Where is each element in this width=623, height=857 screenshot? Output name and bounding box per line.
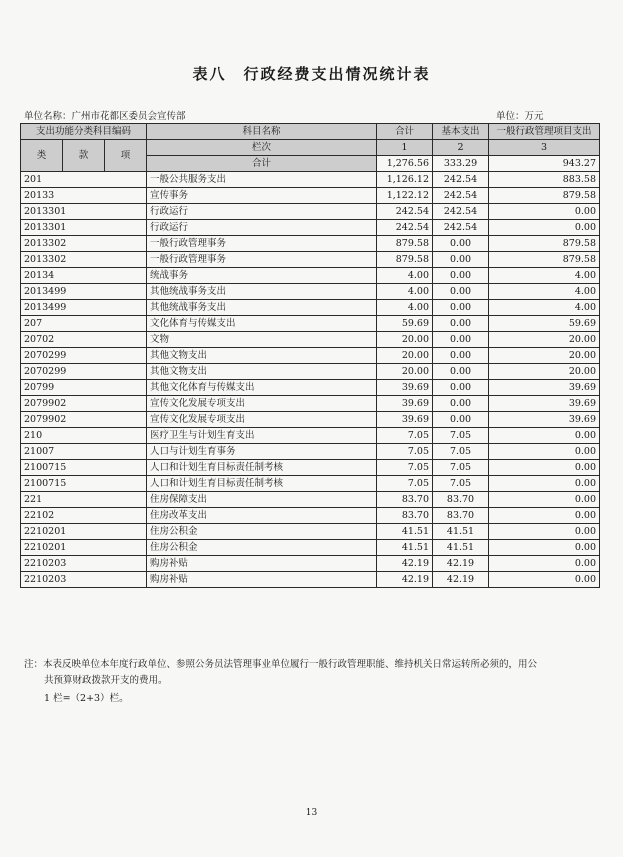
cell-code: 2079902 xyxy=(21,396,147,412)
unit-label: 单位：万元 xyxy=(496,111,544,122)
cell-code: 2079902 xyxy=(21,412,147,428)
cell-code: 221 xyxy=(21,492,147,508)
table-row xyxy=(21,332,600,348)
table-row xyxy=(21,316,600,332)
cell-code: 2013301 xyxy=(21,204,147,220)
cell-total: 7.05 xyxy=(377,428,433,444)
header-general: 一般行政管理项目支出 xyxy=(489,124,600,140)
cell-subject: 住房保障支出 xyxy=(147,492,377,508)
cell-general: 0.00 xyxy=(489,460,600,476)
cell-general: 20.00 xyxy=(489,332,600,348)
cell-basic: 41.51 xyxy=(433,540,489,556)
cell-subject: 人口和计划生育目标责任制考核 xyxy=(147,476,377,492)
cell-basic: 7.05 xyxy=(433,476,489,492)
cell-total: 4.00 xyxy=(377,300,433,316)
table-row xyxy=(21,364,600,380)
cell-total: 41.51 xyxy=(377,524,433,540)
header-col1: 1 xyxy=(377,140,433,156)
cell-general: 20.00 xyxy=(489,364,600,380)
cell-total: 20.00 xyxy=(377,348,433,364)
cell-code: 20133 xyxy=(21,188,147,204)
cell-subject: 行政运行 xyxy=(147,220,377,236)
cell-general: 0.00 xyxy=(489,204,600,220)
header-row-2 xyxy=(21,140,600,156)
cell-basic: 0.00 xyxy=(433,364,489,380)
cell-basic: 242.54 xyxy=(433,188,489,204)
cell-general: 4.00 xyxy=(489,268,600,284)
cell-code: 20134 xyxy=(21,268,147,284)
cell-general: 59.69 xyxy=(489,316,600,332)
table-row xyxy=(21,444,600,460)
cell-basic: 0.00 xyxy=(433,252,489,268)
header-total: 合计 xyxy=(377,124,433,140)
cell-general: 0.00 xyxy=(489,524,600,540)
cell-code: 2013302 xyxy=(21,252,147,268)
cell-basic: 83.70 xyxy=(433,508,489,524)
cell-total: 7.05 xyxy=(377,444,433,460)
cell-total: 42.19 xyxy=(377,572,433,588)
cell-subject: 住房公积金 xyxy=(147,540,377,556)
cell-total: 39.69 xyxy=(377,412,433,428)
cell-code: 2070299 xyxy=(21,364,147,380)
table-row xyxy=(21,220,600,236)
cell-basic: 0.00 xyxy=(433,316,489,332)
cell-general: 879.58 xyxy=(489,236,600,252)
cell-basic: 242.54 xyxy=(433,172,489,188)
cell-code: 2210203 xyxy=(21,556,147,572)
cell-code: 201 xyxy=(21,172,147,188)
cell-total: 41.51 xyxy=(377,540,433,556)
cell-total: 4.00 xyxy=(377,268,433,284)
cell-code: 2013302 xyxy=(21,236,147,252)
table-row xyxy=(21,508,600,524)
cell-general: 883.58 xyxy=(489,172,600,188)
table-row xyxy=(21,380,600,396)
cell-code: 2210201 xyxy=(21,524,147,540)
cell-code: 20799 xyxy=(21,380,147,396)
table-row xyxy=(21,204,600,220)
cell-total: 1,122.12 xyxy=(377,188,433,204)
table-row xyxy=(21,412,600,428)
header-row-1 xyxy=(21,124,600,140)
cell-total: 7.05 xyxy=(377,460,433,476)
header-kuan: 款 xyxy=(63,140,105,172)
cell-subject: 统战事务 xyxy=(147,268,377,284)
cell-general: 39.69 xyxy=(489,380,600,396)
cell-total: 20.00 xyxy=(377,332,433,348)
cell-basic: 0.00 xyxy=(433,332,489,348)
note-line-2: 共预算财政拨款开支的费用。 xyxy=(44,675,168,686)
cell-total: 83.70 xyxy=(377,508,433,524)
sum-basic: 333.29 xyxy=(433,156,489,172)
cell-subject: 其他统战事务支出 xyxy=(147,284,377,300)
header-col2: 2 xyxy=(433,140,489,156)
page-title: 表八 行政经费支出情况统计表 xyxy=(192,65,431,83)
cell-subject: 其他文物支出 xyxy=(147,364,377,380)
cell-code: 2013499 xyxy=(21,284,147,300)
cell-subject: 文化体育与传媒支出 xyxy=(147,316,377,332)
table-row xyxy=(21,540,600,556)
cell-total: 4.00 xyxy=(377,284,433,300)
cell-subject: 其他文物支出 xyxy=(147,348,377,364)
cell-subject: 宣传文化发展专项支出 xyxy=(147,412,377,428)
cell-general: 0.00 xyxy=(489,444,600,460)
table-row xyxy=(21,268,600,284)
table-row xyxy=(21,428,600,444)
cell-general: 0.00 xyxy=(489,492,600,508)
header-lei: 类 xyxy=(21,140,63,172)
cell-subject: 人口和计划生育目标责任制考核 xyxy=(147,460,377,476)
sum-label: 合计 xyxy=(147,156,377,172)
cell-code: 22102 xyxy=(21,508,147,524)
cell-general: 879.58 xyxy=(489,252,600,268)
cell-subject: 一般行政管理事务 xyxy=(147,236,377,252)
note-line-1: 注：本表反映单位本年度行政单位、参照公务员法管理事业单位履行一般行政管理职能、维持机关日常运转所必须的，用公 xyxy=(24,659,538,670)
table-row xyxy=(21,284,600,300)
cell-code: 207 xyxy=(21,316,147,332)
table-row xyxy=(21,236,600,252)
cell-total: 1,126.12 xyxy=(377,172,433,188)
cell-basic: 0.00 xyxy=(433,380,489,396)
cell-general: 0.00 xyxy=(489,508,600,524)
cell-basic: 42.19 xyxy=(433,556,489,572)
cell-basic: 0.00 xyxy=(433,268,489,284)
cell-basic: 41.51 xyxy=(433,524,489,540)
expenditure-table xyxy=(20,123,600,588)
header-subject: 科目名称 xyxy=(147,124,377,140)
cell-subject: 购房补贴 xyxy=(147,572,377,588)
cell-general: 0.00 xyxy=(489,572,600,588)
cell-basic: 83.70 xyxy=(433,492,489,508)
cell-code: 2013499 xyxy=(21,300,147,316)
table-row xyxy=(21,348,600,364)
cell-basic: 0.00 xyxy=(433,300,489,316)
header-lanci: 栏次 xyxy=(147,140,377,156)
table-row xyxy=(21,572,600,588)
cell-total: 879.58 xyxy=(377,236,433,252)
table-row xyxy=(21,460,600,476)
cell-code: 2210201 xyxy=(21,540,147,556)
cell-general: 39.69 xyxy=(489,412,600,428)
page-number: 13 xyxy=(305,808,318,818)
cell-total: 7.05 xyxy=(377,476,433,492)
header-xiang: 项 xyxy=(105,140,147,172)
cell-general: 0.00 xyxy=(489,476,600,492)
cell-basic: 42.19 xyxy=(433,572,489,588)
cell-general: 0.00 xyxy=(489,428,600,444)
cell-basic: 0.00 xyxy=(433,348,489,364)
cell-basic: 7.05 xyxy=(433,444,489,460)
cell-basic: 7.05 xyxy=(433,428,489,444)
cell-total: 242.54 xyxy=(377,204,433,220)
cell-subject: 人口与计划生育事务 xyxy=(147,444,377,460)
cell-subject: 一般行政管理事务 xyxy=(147,252,377,268)
cell-general: 0.00 xyxy=(489,220,600,236)
table-row xyxy=(21,476,600,492)
cell-code: 20702 xyxy=(21,332,147,348)
cell-general: 20.00 xyxy=(489,348,600,364)
cell-subject: 行政运行 xyxy=(147,204,377,220)
table-row xyxy=(21,396,600,412)
cell-total: 39.69 xyxy=(377,380,433,396)
note-line-3: 1 栏=（2+3）栏。 xyxy=(44,693,129,704)
unit-name: 单位名称：广州市花都区委员会宣传部 xyxy=(24,111,186,122)
cell-code: 2070299 xyxy=(21,348,147,364)
cell-total: 59.69 xyxy=(377,316,433,332)
cell-code: 2210203 xyxy=(21,572,147,588)
cell-total: 83.70 xyxy=(377,492,433,508)
cell-subject: 其他统战事务支出 xyxy=(147,300,377,316)
cell-total: 242.54 xyxy=(377,220,433,236)
cell-total: 20.00 xyxy=(377,364,433,380)
cell-code: 210 xyxy=(21,428,147,444)
cell-general: 4.00 xyxy=(489,300,600,316)
cell-subject: 住房改革支出 xyxy=(147,508,377,524)
table-row xyxy=(21,492,600,508)
cell-basic: 0.00 xyxy=(433,412,489,428)
table-row xyxy=(21,172,600,188)
cell-code: 2100715 xyxy=(21,460,147,476)
cell-subject: 医疗卫生与计划生育支出 xyxy=(147,428,377,444)
cell-total: 39.69 xyxy=(377,396,433,412)
cell-subject: 住房公积金 xyxy=(147,524,377,540)
cell-subject: 宣传文化发展专项支出 xyxy=(147,396,377,412)
cell-code: 21007 xyxy=(21,444,147,460)
header-code-group: 支出功能分类科目编码 xyxy=(21,124,147,140)
sum-total: 1,276.56 xyxy=(377,156,433,172)
cell-code: 2100715 xyxy=(21,476,147,492)
cell-general: 39.69 xyxy=(489,396,600,412)
cell-general: 0.00 xyxy=(489,540,600,556)
header-basic: 基本支出 xyxy=(433,124,489,140)
table-row xyxy=(21,188,600,204)
cell-subject: 其他文化体育与传媒支出 xyxy=(147,380,377,396)
cell-subject: 购房补贴 xyxy=(147,556,377,572)
cell-code: 2013301 xyxy=(21,220,147,236)
cell-subject: 宣传事务 xyxy=(147,188,377,204)
cell-basic: 7.05 xyxy=(433,460,489,476)
sum-general: 943.27 xyxy=(489,156,600,172)
cell-basic: 0.00 xyxy=(433,284,489,300)
table-row xyxy=(21,524,600,540)
cell-general: 0.00 xyxy=(489,556,600,572)
cell-general: 879.58 xyxy=(489,188,600,204)
table-row xyxy=(21,252,600,268)
table-row xyxy=(21,300,600,316)
cell-subject: 文物 xyxy=(147,332,377,348)
cell-general: 4.00 xyxy=(489,284,600,300)
cell-subject: 一般公共服务支出 xyxy=(147,172,377,188)
cell-total: 42.19 xyxy=(377,556,433,572)
cell-basic: 242.54 xyxy=(433,220,489,236)
cell-basic: 0.00 xyxy=(433,396,489,412)
header-col3: 3 xyxy=(489,140,600,156)
cell-basic: 0.00 xyxy=(433,236,489,252)
table-row xyxy=(21,556,600,572)
cell-basic: 242.54 xyxy=(433,204,489,220)
cell-total: 879.58 xyxy=(377,252,433,268)
